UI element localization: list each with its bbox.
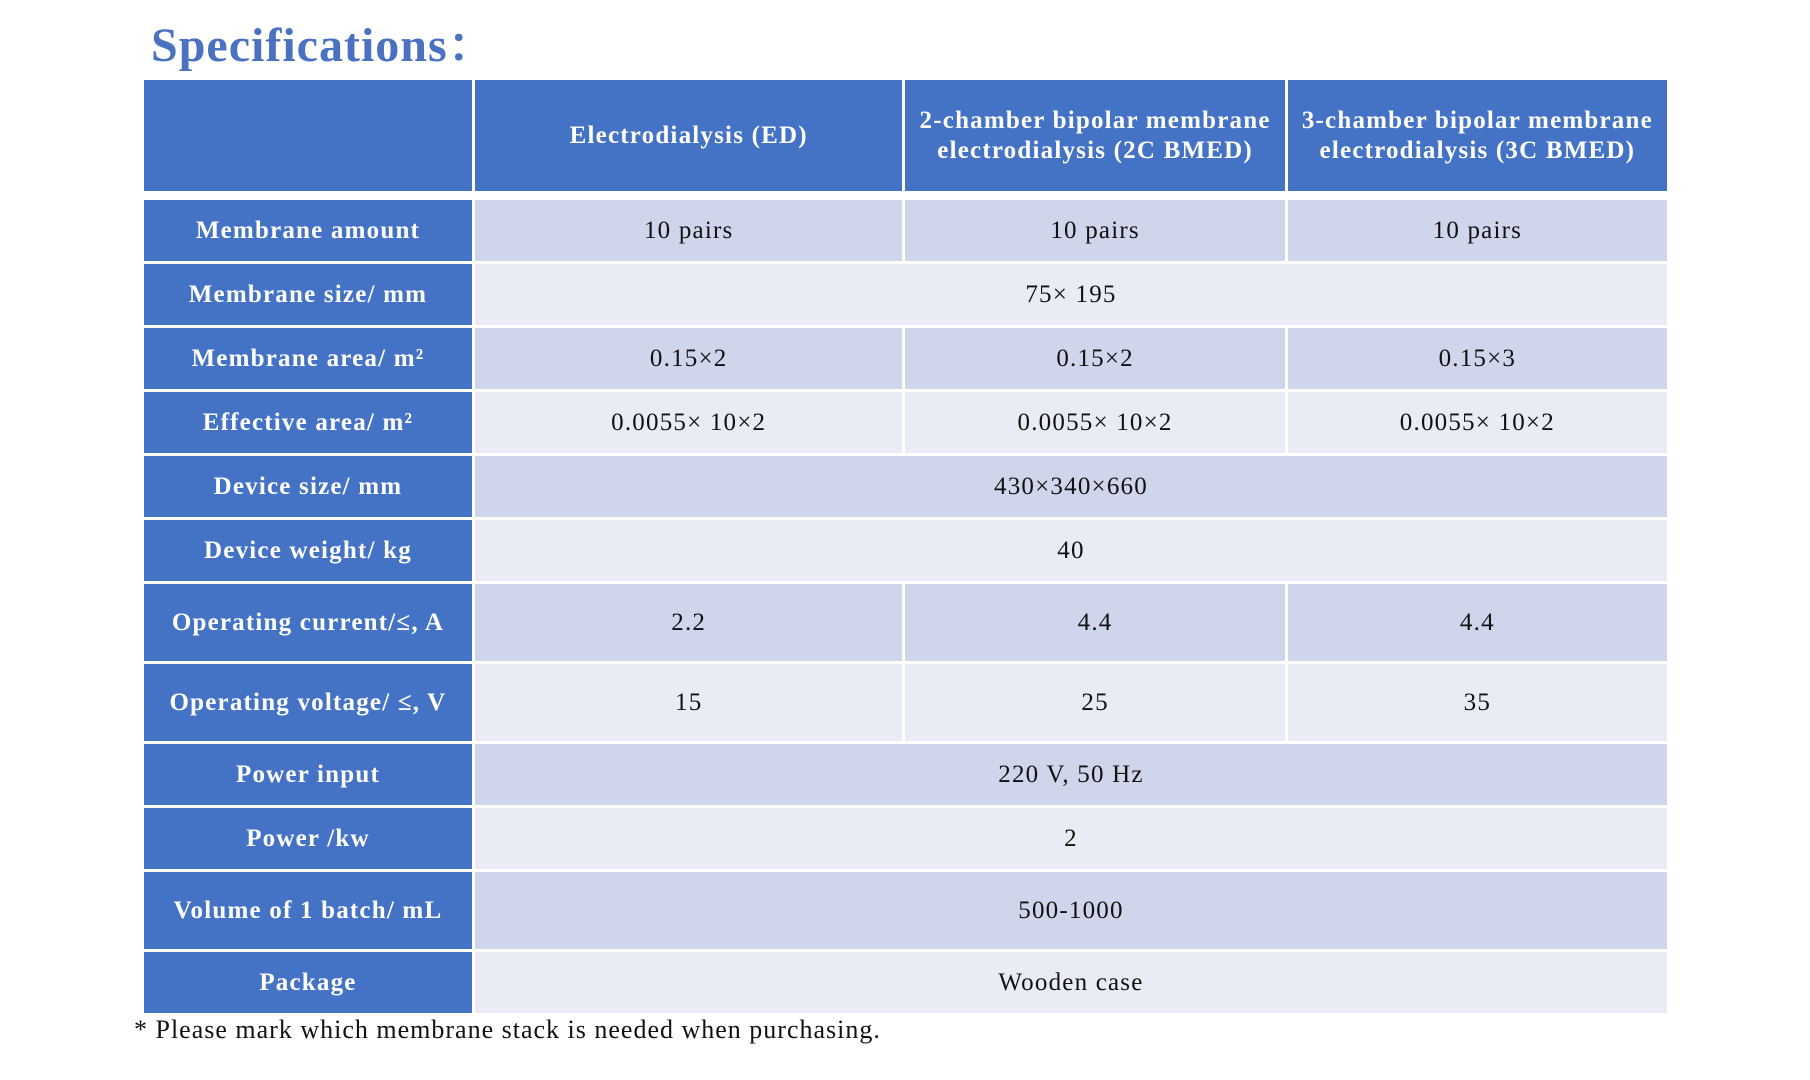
table-cell: 10 pairs — [905, 200, 1284, 261]
table-row — [144, 664, 1667, 741]
specifications-table — [141, 77, 1670, 1016]
row-label: Volume of 1 batch/ mL — [144, 872, 472, 949]
row-label: Device size/ mm — [144, 456, 472, 517]
table-cell: 0.15×3 — [1288, 328, 1667, 389]
table-row — [144, 200, 1667, 261]
table-cell-merged: 500-1000 — [475, 872, 1667, 949]
table-cell: 4.4 — [1288, 584, 1667, 661]
table-cell: 0.0055× 10×2 — [1288, 392, 1667, 453]
footnote: * Please mark which membrane stack is needed when purchasing. — [134, 1015, 881, 1044]
header-cell-3c-bmed: 3-chamber bipolar membrane electrodialysis (3C BMED) — [1288, 80, 1667, 191]
row-label: Device weight/ kg — [144, 520, 472, 581]
row-label: Operating voltage/ ≤, V — [144, 664, 472, 741]
table-cell-merged: 2 — [475, 808, 1667, 869]
table-cell: 0.15×2 — [475, 328, 903, 389]
table-cell-merged: 75× 195 — [475, 264, 1667, 325]
table-cell: 0.0055× 10×2 — [905, 392, 1284, 453]
table-cell-merged: 40 — [475, 520, 1667, 581]
table-cell: 15 — [475, 664, 903, 741]
header-cell-ed: Electrodialysis (ED) — [475, 80, 903, 191]
table-row — [144, 264, 1667, 325]
table-cell: 35 — [1288, 664, 1667, 741]
table-cell: 25 — [905, 664, 1284, 741]
table-row — [144, 584, 1667, 661]
table-cell-merged: 430×340×660 — [475, 456, 1667, 517]
table-row — [144, 808, 1667, 869]
table-cell: 0.15×2 — [905, 328, 1284, 389]
row-label: Power /kw — [144, 808, 472, 869]
table-row — [144, 392, 1667, 453]
table-row — [144, 744, 1667, 805]
table-row — [144, 520, 1667, 581]
table-cell-merged: 220 V, 50 Hz — [475, 744, 1667, 805]
row-label: Power input — [144, 744, 472, 805]
table-row — [144, 328, 1667, 389]
table-cell: 2.2 — [475, 584, 903, 661]
row-label: Membrane area/ m² — [144, 328, 472, 389]
row-label: Package — [144, 952, 472, 1013]
header-cell-empty — [144, 80, 472, 191]
header-cell-2c-bmed: 2-chamber bipolar membrane electrodialysis (2C BMED) — [905, 80, 1284, 191]
table-cell: 0.0055× 10×2 — [475, 392, 903, 453]
row-label: Membrane amount — [144, 200, 472, 261]
table-row — [144, 872, 1667, 949]
table-cell: 10 pairs — [475, 200, 903, 261]
row-label: Operating current/≤, A — [144, 584, 472, 661]
table-row — [144, 456, 1667, 517]
table-cell: 4.4 — [905, 584, 1284, 661]
table-row — [144, 952, 1667, 1013]
row-label: Effective area/ m² — [144, 392, 472, 453]
table-cell: 10 pairs — [1288, 200, 1667, 261]
page-title: Specifications： — [151, 19, 497, 72]
row-label: Membrane size/ mm — [144, 264, 472, 325]
table-header-row — [144, 80, 1667, 191]
table-cell-merged: Wooden case — [475, 952, 1667, 1013]
